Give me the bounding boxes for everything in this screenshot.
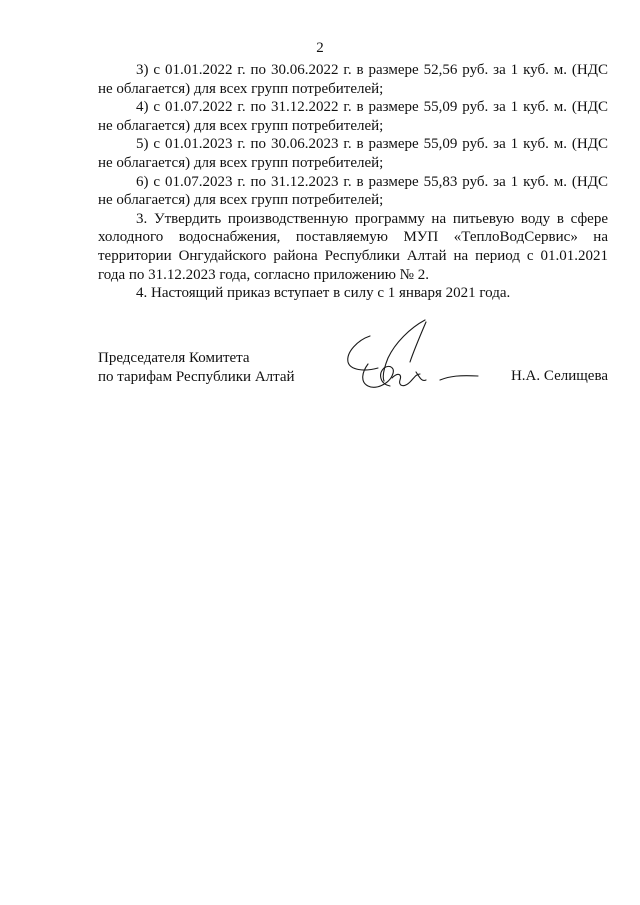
tariff-item-3: 3) с 01.01.2022 г. по 30.06.2022 г. в размере 52,56 руб. за 1 куб. м. (НДС не облагается) для всех групп потребителей; <box>98 62 608 97</box>
document-body <box>98 61 608 303</box>
signatory-title-line-2: по тарифам Республики Алтай <box>98 368 295 385</box>
clause-3: 3. Утвердить производственную программу на питьевую воду в сфере холодного водоснабжения, поставляемую МУП «ТеплоВодСервис» на территории Онгудайского района Республики Алтай на период с 01.01.2021 года по 31.12.2023 года, согласно приложению № 2. <box>98 210 608 283</box>
clause-4: 4. Настоящий приказ вступает в силу с 1 января 2021 года. <box>136 285 511 302</box>
handwritten-signature-icon <box>340 318 500 398</box>
page-number: 2 <box>316 40 324 56</box>
tariff-item-6: 6) с 01.07.2023 г. по 31.12.2023 г. в размере 55,83 руб. за 1 куб. м. (НДС не облагается) для всех групп потребителей; <box>98 173 608 209</box>
signatory-name: Н.А. Селищева <box>510 368 608 384</box>
tariff-item-5: 5) с 01.01.2023 г. по 30.06.2023 г. в размере 55,09 руб. за 1 куб. м. (НДС не облагается) для всех групп потребителей; <box>98 136 608 171</box>
tariff-item-4: 4) с 01.07.2022 г. по 31.12.2022 г. в размере 55,09 руб. за 1 куб. м. (НДС не облагается) для всех групп потребителей; <box>98 99 608 134</box>
signatory-title-line-1: Председателя Комитета <box>98 350 250 366</box>
signatory-title <box>98 349 295 386</box>
